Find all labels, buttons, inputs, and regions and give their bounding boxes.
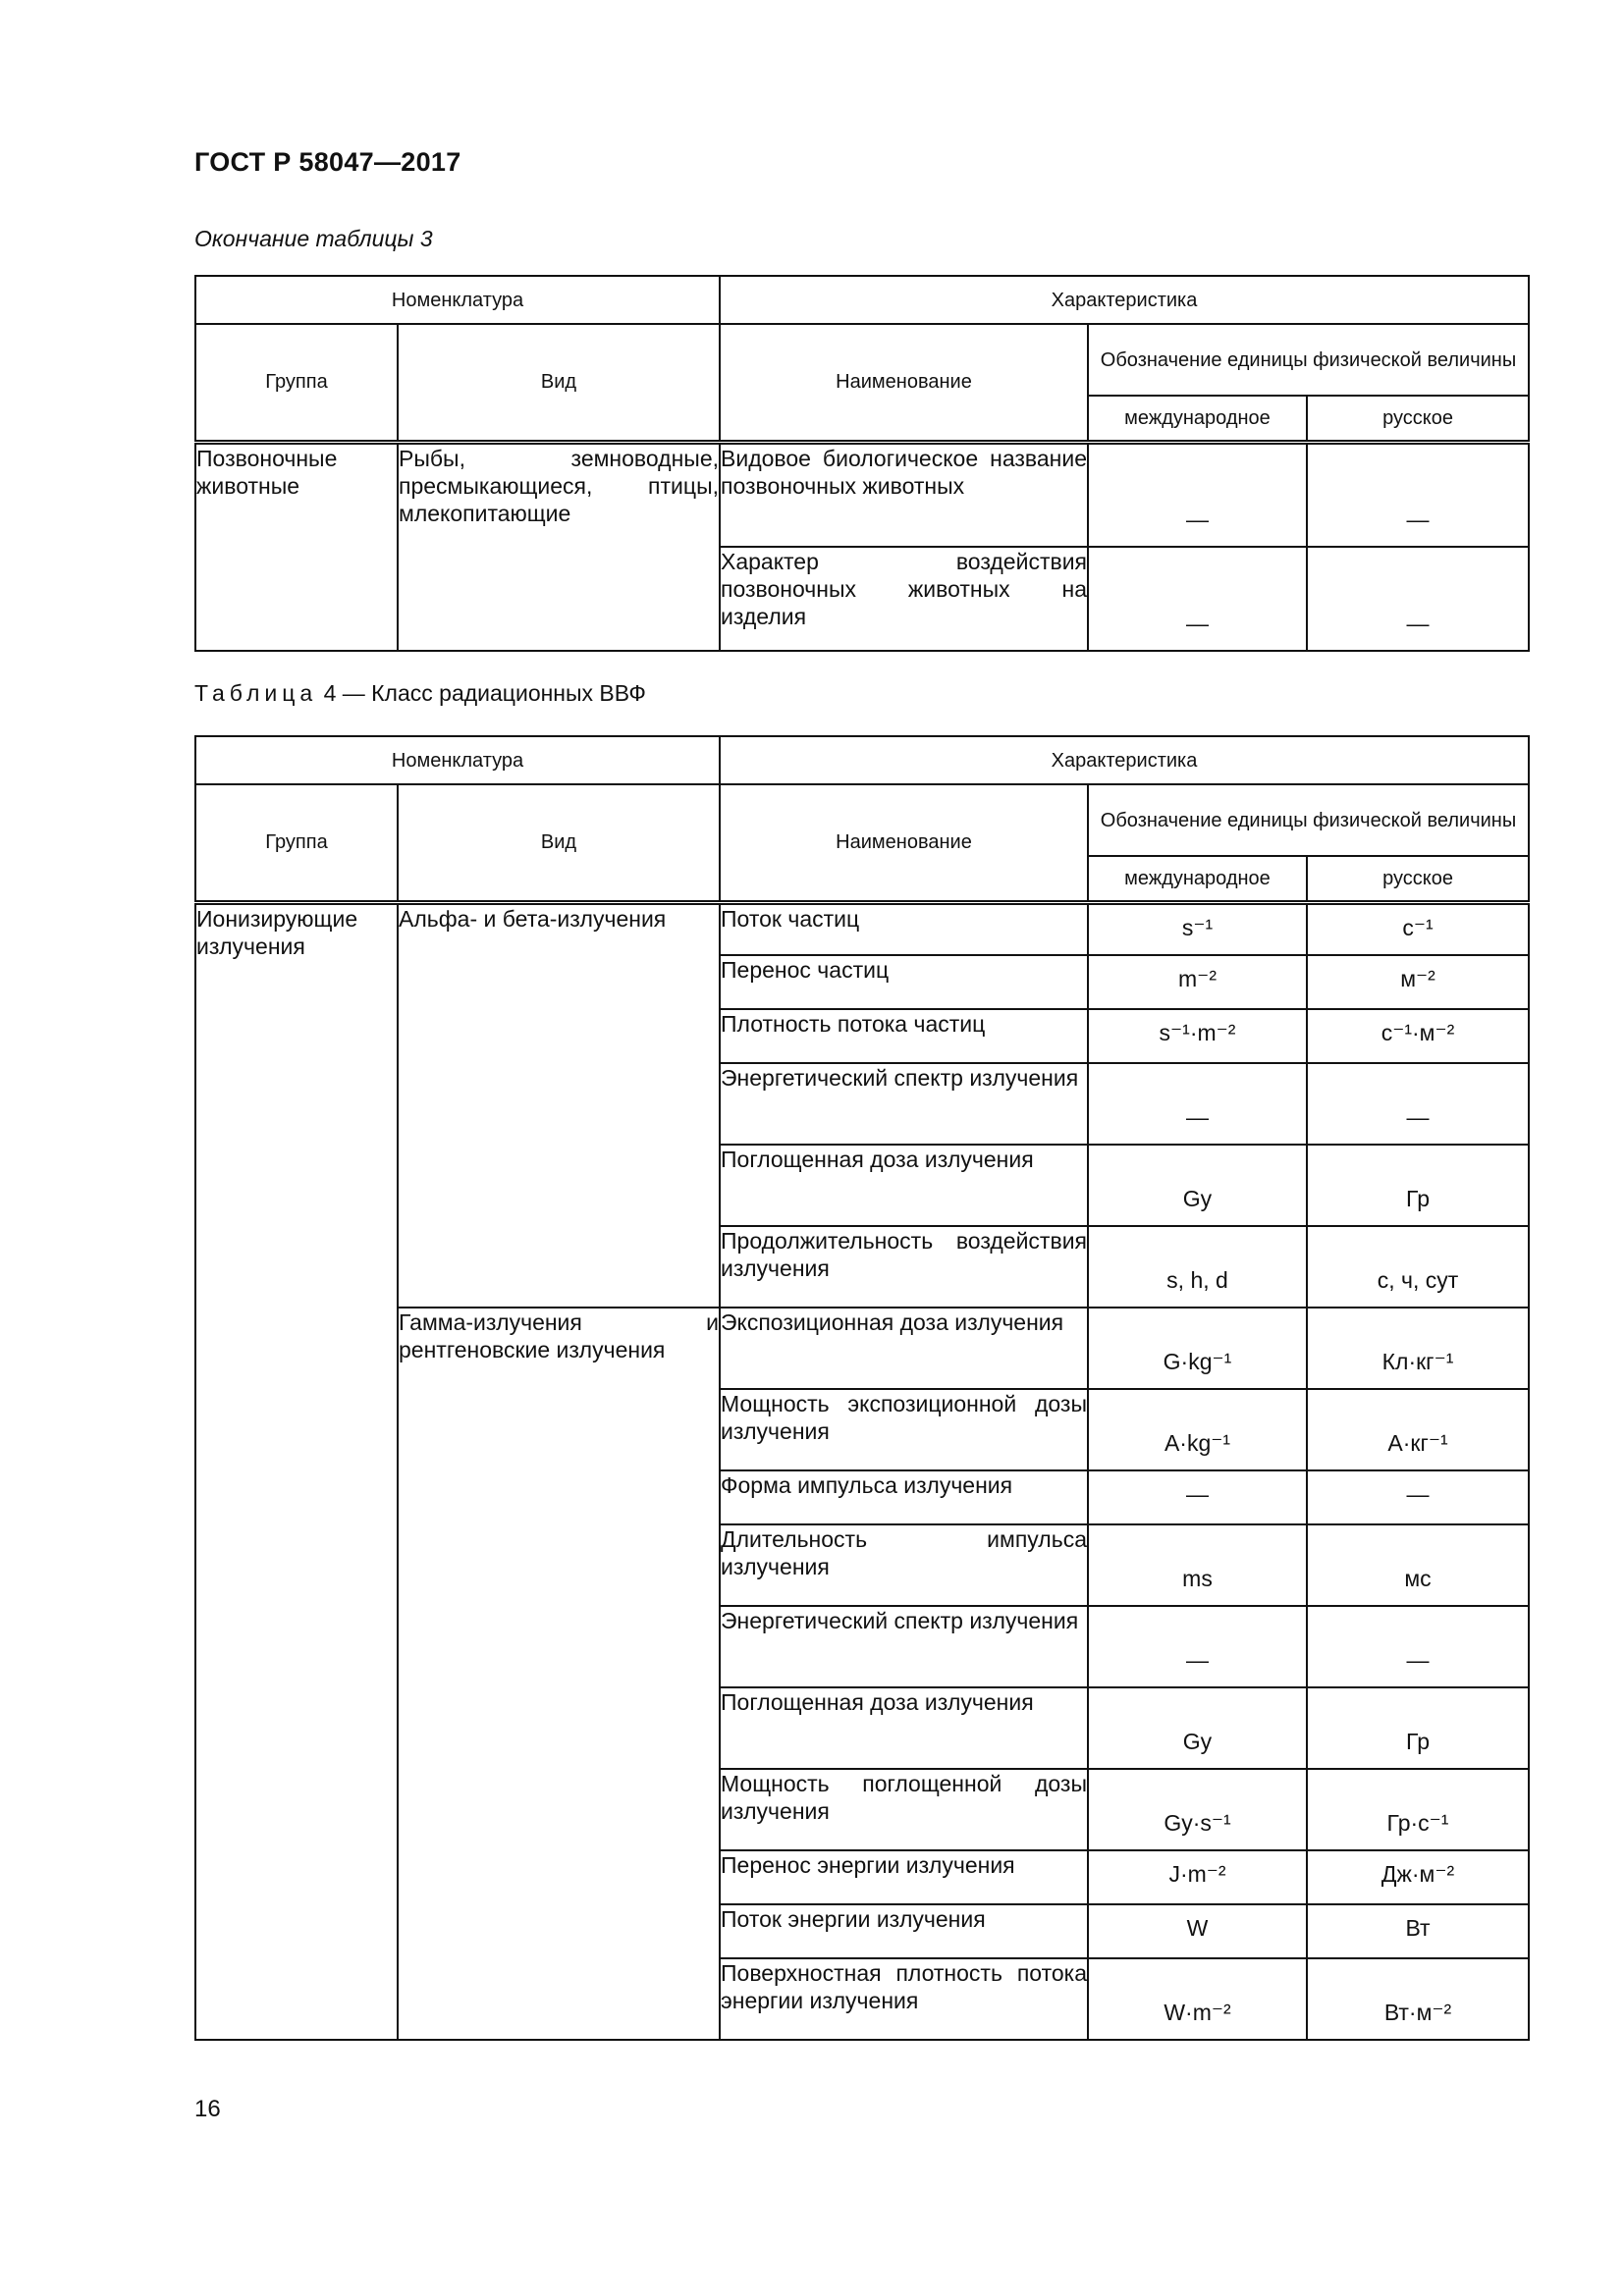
table3-row-intl: —: [1088, 547, 1307, 651]
table4-row-name: Плотность потока частиц: [720, 1009, 1088, 1063]
table4-row-intl: W: [1088, 1904, 1307, 1958]
table4-row-rus: с⁻¹·м⁻²: [1307, 1009, 1529, 1063]
header-type: Вид: [398, 784, 720, 902]
table4-caption-prefix: Таблица: [194, 680, 318, 706]
table4-row-name: Энергетический спектр излучения: [720, 1606, 1088, 1687]
table4-group-cell: Ионизирующие излучения: [195, 902, 398, 2040]
header-russian: русское: [1307, 396, 1529, 442]
header-name: Наименование: [720, 324, 1088, 442]
table4-row-intl: Gy: [1088, 1687, 1307, 1769]
header-unit-designation: Обозначение единицы физической величины: [1088, 324, 1529, 396]
table4: [194, 735, 1530, 2041]
header-unit-designation: Обозначение единицы физической величины: [1088, 784, 1529, 856]
table4-row-intl: —: [1088, 1470, 1307, 1524]
table4-row-name: Продолжительность воздействия излучения: [720, 1226, 1088, 1308]
table4-type-alpha-beta: Альфа- и бета-излучения: [398, 902, 720, 1308]
table4-row-name: Поглощенная доза излучения: [720, 1687, 1088, 1769]
table4-row-intl: A·kg⁻¹: [1088, 1389, 1307, 1470]
table3-type-cell: Рыбы, земноводные, пресмыкающиеся, птицы, млекопитающие: [398, 442, 720, 651]
header-russian: русское: [1307, 856, 1529, 902]
table4-row-name: Поток энергии излучения: [720, 1904, 1088, 1958]
table4-row-name: Экспозиционная доза излучения: [720, 1308, 1088, 1389]
table4-row-name: Энергетический спектр излучения: [720, 1063, 1088, 1145]
table4-row-rus: —: [1307, 1606, 1529, 1687]
table3-caption: Окончание таблицы 3: [194, 226, 433, 251]
header-type: Вид: [398, 324, 720, 442]
table4-row-intl: —: [1088, 1606, 1307, 1687]
table4-row-rus: Вт: [1307, 1904, 1529, 1958]
table4-row-intl: ms: [1088, 1524, 1307, 1606]
table4-row-intl: Gy·s⁻¹: [1088, 1769, 1307, 1850]
header-international: международное: [1088, 856, 1307, 902]
table3-row-name: Характер воздействия позвоночных животных на изделия: [720, 547, 1088, 651]
table4-row-intl: W·m⁻²: [1088, 1958, 1307, 2040]
header-group: Группа: [195, 324, 398, 442]
header-group: Группа: [195, 784, 398, 902]
table3-row-intl: —: [1088, 442, 1307, 547]
table3-row-rus: —: [1307, 442, 1529, 547]
table4-row-name: Длительность импульса излучения: [720, 1524, 1088, 1606]
table4-row-rus: Вт·м⁻²: [1307, 1958, 1529, 2040]
table4-row-name: Перенос частиц: [720, 955, 1088, 1009]
table4-row-name: Мощность поглощенной дозы излучения: [720, 1769, 1088, 1850]
header-characteristic: Характеристика: [720, 276, 1529, 324]
table4-row-name: Форма импульса излучения: [720, 1470, 1088, 1524]
header-nomenclature: Номенклатура: [195, 736, 720, 784]
table4-row-intl: —: [1088, 1063, 1307, 1145]
document-code: ГОСТ Р 58047—2017: [194, 147, 461, 177]
table3: [194, 275, 1530, 652]
page-number: 16: [194, 2096, 221, 2122]
table4-row-name: Поверхностная плотность потока энергии излучения: [720, 1958, 1088, 2040]
table4-row-intl: m⁻²: [1088, 955, 1307, 1009]
table4-row-name: Поток частиц: [720, 902, 1088, 955]
table4-row-rus: Гр: [1307, 1687, 1529, 1769]
table4-row-rus: —: [1307, 1063, 1529, 1145]
table4-row-rus: с, ч, сут: [1307, 1226, 1529, 1308]
table4-row-intl: s⁻¹: [1088, 902, 1307, 955]
header-characteristic: Характеристика: [720, 736, 1529, 784]
table4-row-name: Мощность экспозиционной дозы излучения: [720, 1389, 1088, 1470]
table4-row-rus: Гр·с⁻¹: [1307, 1769, 1529, 1850]
table3-row-rus: —: [1307, 547, 1529, 651]
table4-row-intl: Gy: [1088, 1145, 1307, 1226]
table4-row-rus: —: [1307, 1470, 1529, 1524]
header-name: Наименование: [720, 784, 1088, 902]
table4-row-rus: м⁻²: [1307, 955, 1529, 1009]
table4-row-rus: А·кг⁻¹: [1307, 1389, 1529, 1470]
table4-caption: [194, 680, 646, 707]
table4-caption-title: 4 — Класс радиационных ВВФ: [323, 680, 646, 706]
table4-row-intl: s, h, d: [1088, 1226, 1307, 1308]
table4-row-rus: Кл·кг⁻¹: [1307, 1308, 1529, 1389]
table4-row-name: Перенос энергии излучения: [720, 1850, 1088, 1904]
table4-row-intl: G·kg⁻¹: [1088, 1308, 1307, 1389]
table4-row-intl: J·m⁻²: [1088, 1850, 1307, 1904]
table4-row-intl: s⁻¹·m⁻²: [1088, 1009, 1307, 1063]
table4-row-rus: с⁻¹: [1307, 902, 1529, 955]
header-nomenclature: Номенклатура: [195, 276, 720, 324]
table4-type-gamma-xray: Гамма-излучения и рентгеновские излучения: [398, 1308, 720, 2040]
table4-row-rus: мс: [1307, 1524, 1529, 1606]
table4-row-rus: Гр: [1307, 1145, 1529, 1226]
table4-row-rus: Дж·м⁻²: [1307, 1850, 1529, 1904]
header-international: международное: [1088, 396, 1307, 442]
table3-group-cell: Позвоночные животные: [195, 442, 398, 651]
table3-row-name: Видовое биологическое название позвоночных животных: [720, 442, 1088, 547]
table4-row-name: Поглощенная доза излучения: [720, 1145, 1088, 1226]
